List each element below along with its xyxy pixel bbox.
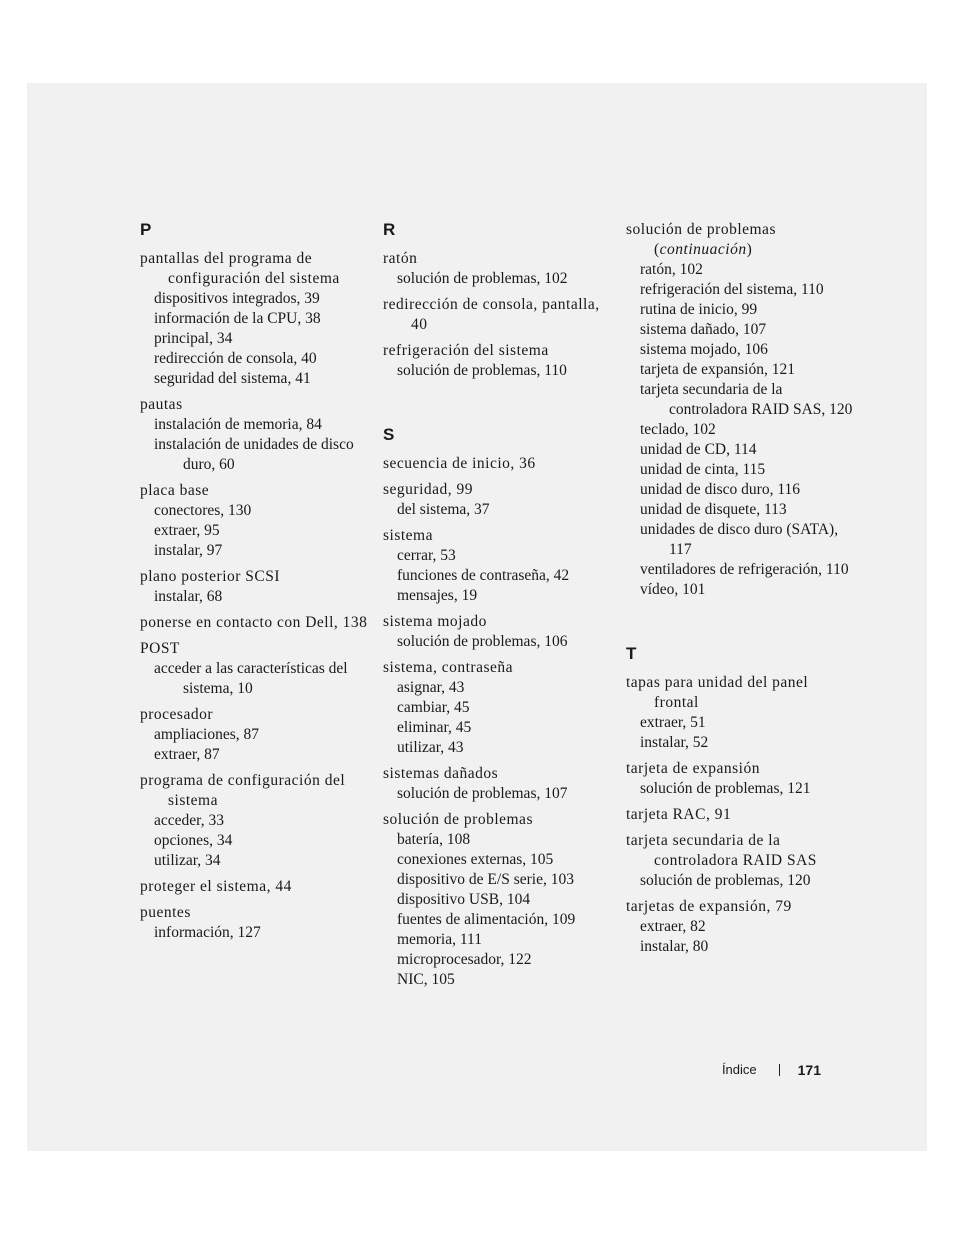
index-entry-term-text: proteger el sistema, 44: [140, 878, 292, 895]
index-entry-term-text: redirección de consola, pantalla, 40: [383, 296, 600, 333]
footer-divider: [779, 1064, 780, 1076]
index-entry: [140, 481, 370, 561]
index-entry-term: [626, 673, 856, 713]
index-entry-term: [383, 480, 613, 500]
index-subentry: ventiladores de refrigeración, 110: [640, 561, 849, 578]
index-subentry: NIC, 105: [397, 971, 455, 988]
index-entry-term: [626, 759, 856, 779]
index-entry-term: [383, 612, 613, 632]
index-entry-term: [140, 481, 370, 501]
index-entry-term: [140, 903, 370, 923]
index-subentry: solución de problemas, 102: [397, 270, 568, 287]
index-entry-term: [626, 805, 856, 825]
index-letter-heading: S: [383, 425, 395, 444]
index-subentry: unidad de CD, 114: [640, 441, 757, 458]
index-entry-term-text: puentes: [140, 904, 191, 921]
index-subentry: instalación de memoria, 84: [154, 416, 322, 433]
index-subentry: principal, 34: [154, 330, 233, 347]
index-entry-term: [140, 771, 370, 811]
index-subentry: instalación de unidades de disco duro, 60: [154, 436, 354, 473]
index-entry-term: [140, 877, 370, 897]
index-subentry: batería, 108: [397, 831, 471, 848]
index-subentry: tarjeta de expansión, 121: [640, 361, 795, 378]
index-entry-term: solución de problemas (continuación): [626, 221, 776, 258]
index-entry-term-text: sistemas dañados: [383, 765, 499, 782]
index-subentry: extraer, 87: [154, 746, 220, 763]
index-entry-term-text: tarjeta de expansión: [626, 760, 760, 777]
index-entry: [140, 567, 370, 607]
index-subentry: información, 127: [154, 924, 261, 941]
index-page: [27, 83, 927, 1151]
index-subentry: mensajes, 19: [397, 587, 478, 604]
index-entry: [626, 220, 856, 600]
index-entry-term-text: solución de problemas: [383, 811, 533, 828]
index-subentry: refrigeración del sistema, 110: [640, 281, 824, 298]
index-entry: [383, 612, 613, 652]
index-subentry: acceder, 33: [154, 812, 224, 829]
index-subentry: eliminar, 45: [397, 719, 472, 736]
index-entry: [383, 658, 613, 758]
page-footer: [722, 1061, 821, 1079]
index-subentry: opciones, 34: [154, 832, 233, 849]
index-entry: [140, 705, 370, 765]
index-entry-term: [140, 705, 370, 725]
index-entry: [383, 480, 613, 520]
index-entry: [383, 526, 613, 606]
index-column-1: [140, 220, 370, 949]
index-entry-term-text: tarjetas de expansión, 79: [626, 898, 792, 915]
index-entry-term-text: pantallas del programa de configuración del sistema: [140, 250, 340, 287]
index-entry-term: [626, 897, 856, 917]
page-number: 171: [797, 1062, 821, 1078]
index-subentry: cerrar, 53: [397, 547, 456, 564]
index-entry: [626, 805, 856, 825]
index-entry: [626, 897, 856, 957]
index-entry: [626, 759, 856, 799]
index-subentry: del sistema, 37: [397, 501, 490, 518]
index-entry-term: [383, 764, 613, 784]
index-entry-term-text: sistema mojado: [383, 613, 487, 630]
index-subentry: rutina de inicio, 99: [640, 301, 758, 318]
index-subentry: extraer, 95: [154, 522, 220, 539]
index-entry: [383, 454, 613, 474]
index-entry-term-text: procesador: [140, 706, 213, 723]
index-entry: [140, 771, 370, 871]
index-entry-term-text: ponerse en contacto con Dell, 138: [140, 614, 368, 631]
index-entry: [140, 395, 370, 475]
index-subentry: fuentes de alimentación, 109: [397, 911, 576, 928]
index-entry-term: [383, 249, 613, 269]
index-subentry: unidad de disquete, 113: [640, 501, 787, 518]
index-entry-term: [140, 249, 370, 289]
index-entry-term: [140, 639, 370, 659]
index-entry: [140, 877, 370, 897]
index-subentry: solución de problemas, 120: [640, 872, 811, 889]
index-entry-term: [140, 613, 370, 633]
index-subentry: extraer, 51: [640, 714, 706, 731]
index-subentry: conectores, 130: [154, 502, 252, 519]
index-entry: [383, 810, 613, 990]
index-subentry: redirección de consola, 40: [154, 350, 317, 367]
index-entry-term: [140, 567, 370, 587]
index-subentry: instalar, 68: [154, 588, 223, 605]
index-subentry: acceder a las características del sistema, 10: [154, 660, 348, 697]
index-entry-term-text: tarjeta secundaria de la controladora RAID SAS: [626, 832, 817, 869]
index-subentry: solución de problemas, 106: [397, 633, 568, 650]
index-subentry: tarjeta secundaria de la controladora RAID SAS, 120: [640, 381, 853, 418]
index-subentry: solución de problemas, 110: [397, 362, 567, 379]
index-subentry: vídeo, 101: [640, 581, 706, 598]
index-entry: [140, 903, 370, 943]
index-subentry: ampliaciones, 87: [154, 726, 260, 743]
index-entry: [140, 249, 370, 389]
index-entry-term-text: programa de configuración del sistema: [140, 772, 346, 809]
index-subentry: seguridad del sistema, 41: [154, 370, 311, 387]
index-subentry: información de la CPU, 38: [154, 310, 321, 327]
index-subentry: instalar, 52: [640, 734, 709, 751]
index-entry-term-text: plano posterior SCSI: [140, 568, 281, 585]
index-subentry: utilizar, 34: [154, 852, 221, 869]
index-entry-term: [140, 395, 370, 415]
index-entry-term-text: sistema: [383, 527, 433, 544]
index-subentry: instalar, 97: [154, 542, 223, 559]
index-column-3: [626, 220, 856, 963]
index-entry: [383, 295, 613, 335]
index-subentry: solución de problemas, 107: [397, 785, 568, 802]
index-subentry: ratón, 102: [640, 261, 703, 278]
index-subentry: unidades de disco duro (SATA), 117: [640, 521, 839, 558]
index-subentry: sistema mojado, 106: [640, 341, 768, 358]
index-entry-term: [383, 454, 613, 474]
index-subentry: conexiones externas, 105: [397, 851, 554, 868]
index-subentry: solución de problemas, 121: [640, 780, 811, 797]
index-entry: [383, 341, 613, 381]
index-subentry: extraer, 82: [640, 918, 706, 935]
index-entry-term-text: solución de problemas: [626, 221, 776, 238]
index-subentry: dispositivo de E/S serie, 103: [397, 871, 574, 888]
index-subentry: unidad de cinta, 115: [640, 461, 766, 478]
index-entry: [626, 673, 856, 753]
index-entry-term-text: secuencia de inicio, 36: [383, 455, 536, 472]
index-subentry: unidad de disco duro, 116: [640, 481, 800, 498]
index-column-2: [383, 220, 613, 996]
index-subentry: funciones de contraseña, 42: [397, 567, 570, 584]
index-subentry: cambiar, 45: [397, 699, 470, 716]
index-entry-term-text: seguridad, 99: [383, 481, 474, 498]
index-entry-term-text: refrigeración del sistema: [383, 342, 549, 359]
index-letter-heading: T: [626, 644, 637, 663]
index-entry-term: [383, 295, 613, 335]
index-subentry: utilizar, 43: [397, 739, 464, 756]
index-letter-heading: R: [383, 220, 396, 239]
index-entry-term-text: ratón: [383, 250, 418, 267]
index-subentry: microprocesador, 122: [397, 951, 532, 968]
index-entry-term-text: sistema, contraseña: [383, 659, 514, 676]
index-subentry: memoria, 111: [397, 931, 482, 948]
index-subentry: asignar, 43: [397, 679, 465, 696]
index-subentry: instalar, 80: [640, 938, 709, 955]
index-entry-term: [383, 526, 613, 546]
footer-section-label: Índice: [721, 1062, 757, 1077]
index-subentry: teclado, 102: [640, 421, 716, 438]
index-entry-term: [383, 810, 613, 830]
index-entry: [140, 639, 370, 699]
index-entry-term: [626, 831, 856, 871]
index-entry: [140, 613, 370, 633]
index-entry-term-text: POST: [140, 640, 180, 657]
index-entry-term: [383, 658, 613, 678]
index-entry: [383, 249, 613, 289]
index-entry-term-text: placa base: [140, 482, 210, 499]
index-entry-term-text: tarjeta RAC, 91: [626, 806, 732, 823]
index-subentry: dispositivos integrados, 39: [154, 290, 320, 307]
index-entry-term-text: pautas: [140, 396, 183, 413]
index-entry: [626, 831, 856, 891]
index-entry-term-text: tapas para unidad del panel frontal: [626, 674, 809, 711]
index-entry-term: [383, 341, 613, 361]
index-letter-heading: P: [140, 220, 152, 239]
index-subentry: sistema dañado, 107: [640, 321, 767, 338]
continuation-note: continuación: [659, 241, 747, 258]
index-entry: [383, 764, 613, 804]
index-subentry: dispositivo USB, 104: [397, 891, 531, 908]
